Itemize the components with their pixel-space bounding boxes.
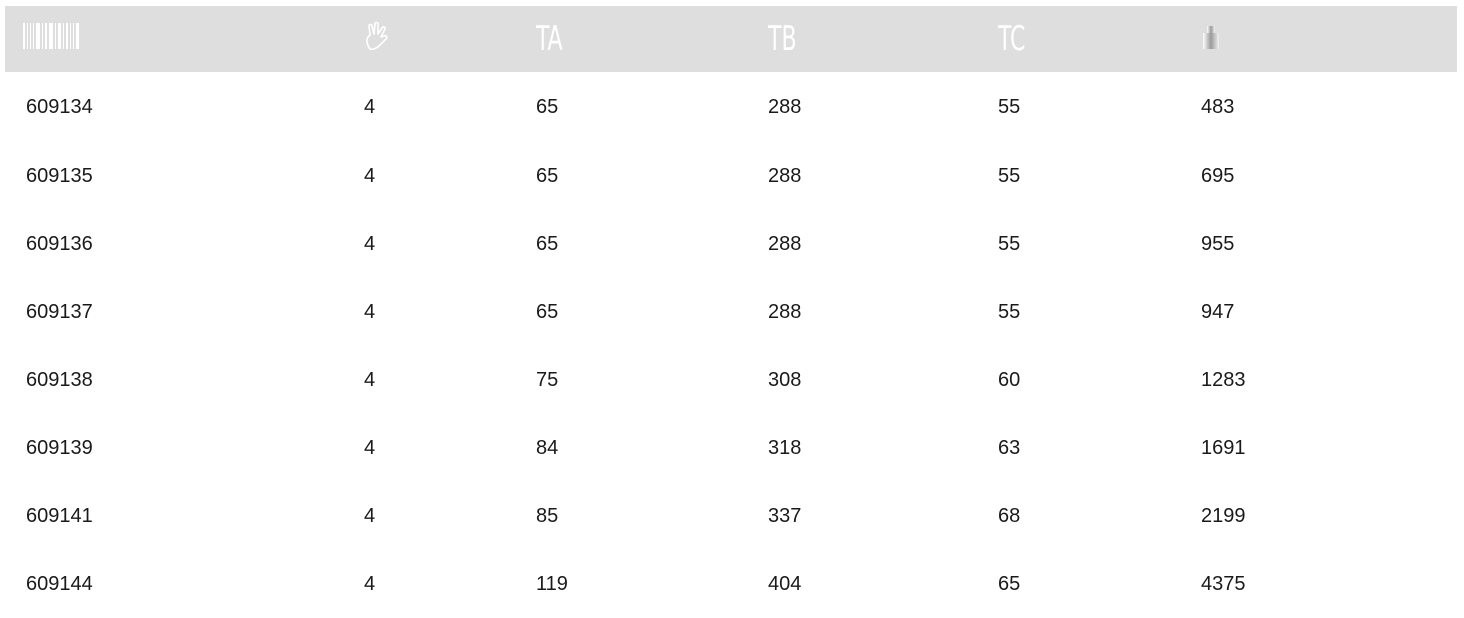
- cell-ta: 65: [536, 300, 559, 323]
- cell-ta: 65: [536, 164, 559, 187]
- cell-ta: 85: [536, 504, 559, 527]
- table-header: [5, 6, 1457, 72]
- cell-tb: 288: [768, 95, 802, 118]
- cell-article: 609137: [26, 300, 93, 323]
- cell-article: 609139: [26, 436, 93, 459]
- cell-tb: 288: [768, 164, 802, 187]
- column-header-fingers: [364, 6, 536, 72]
- cell-tc: 65: [998, 572, 1021, 595]
- cell-ta: 65: [536, 95, 559, 118]
- cell-weight: 4375: [1201, 572, 1246, 595]
- product-spec-table: [5, 6, 1457, 618]
- table-row: [5, 278, 1457, 346]
- cell-article: 609134: [26, 95, 93, 118]
- cell-fingers: 4: [364, 232, 376, 255]
- cell-fingers: 4: [364, 300, 376, 323]
- cell-weight: 2199: [1201, 504, 1246, 527]
- cell-tb: 337: [768, 504, 802, 527]
- cell-weight: 947: [1201, 300, 1235, 323]
- table-row: [5, 142, 1457, 210]
- cell-fingers: 4: [364, 164, 376, 187]
- cell-tb: 308: [768, 368, 802, 391]
- column-header-tc: TC: [998, 19, 1026, 59]
- product-spec-table-container: [5, 6, 1457, 618]
- cell-fingers: 4: [364, 95, 376, 118]
- cell-tc: 60: [998, 368, 1021, 391]
- column-header-article: [5, 6, 364, 72]
- cell-article: 609138: [26, 368, 93, 391]
- cell-tc: 55: [998, 232, 1021, 255]
- cell-tb: 288: [768, 300, 802, 323]
- table-body: [5, 72, 1457, 618]
- cell-tb: 288: [768, 232, 802, 255]
- cell-fingers: 4: [364, 436, 376, 459]
- cell-fingers: 4: [364, 504, 376, 527]
- cell-tc: 55: [998, 300, 1021, 323]
- cell-tc: 68: [998, 504, 1021, 527]
- barcode-icon: [22, 20, 82, 60]
- cell-tc: 55: [998, 164, 1021, 187]
- cell-weight: 695: [1201, 164, 1235, 187]
- cell-weight: 1283: [1201, 368, 1246, 391]
- table-row: [5, 210, 1457, 278]
- hand-fingers-icon: [364, 20, 390, 60]
- cell-tb: 404: [768, 572, 802, 595]
- cell-article: 609141: [26, 504, 93, 527]
- table-row: [5, 346, 1457, 414]
- table-row: [5, 550, 1457, 618]
- cell-ta: 65: [536, 232, 559, 255]
- cell-weight: 955: [1201, 232, 1235, 255]
- cell-weight: 1691: [1201, 436, 1246, 459]
- column-header-weight: [1201, 6, 1457, 72]
- cell-tc: 55: [998, 95, 1021, 118]
- cell-fingers: 4: [364, 368, 376, 391]
- table-row: [5, 414, 1457, 482]
- cell-article: 609135: [26, 164, 93, 187]
- cell-article: 609144: [26, 572, 93, 595]
- column-header-tb: TB: [768, 19, 797, 59]
- table-row: [5, 482, 1457, 550]
- cell-ta: 119: [536, 572, 568, 595]
- cell-fingers: 4: [364, 572, 376, 595]
- cell-weight: 483: [1201, 95, 1235, 118]
- cell-ta: 84: [536, 436, 559, 459]
- column-header-ta: TA: [536, 19, 563, 59]
- cell-article: 609136: [26, 232, 93, 255]
- cell-ta: 75: [536, 368, 559, 391]
- table-row: [5, 72, 1457, 142]
- cell-tc: 63: [998, 436, 1021, 459]
- weight-icon: [1201, 20, 1221, 60]
- cell-tb: 318: [768, 436, 802, 459]
- header-row: [5, 6, 1457, 72]
